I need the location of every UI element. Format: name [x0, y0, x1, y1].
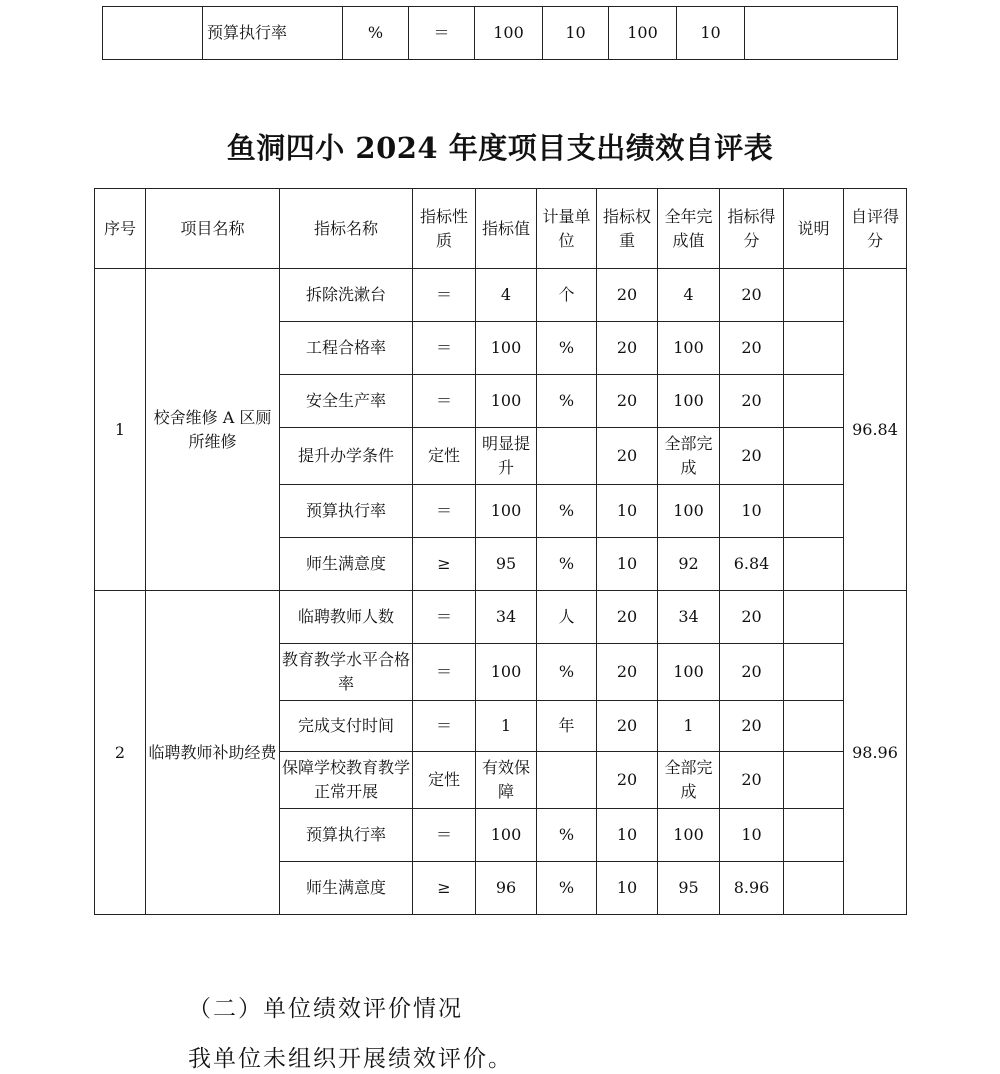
- cell-unit: %: [537, 809, 597, 862]
- cell-indicator: 工程合格率: [280, 322, 413, 375]
- header-index: 序号: [95, 189, 146, 269]
- header-actual: 全年完成值: [658, 189, 720, 269]
- cell-score: 10: [720, 809, 784, 862]
- cell-nature: ＝: [413, 485, 476, 538]
- cell-nature: ＝: [413, 591, 476, 644]
- cell-unit: 人: [537, 591, 597, 644]
- cell-note: [784, 485, 844, 538]
- cell-score: 20: [720, 591, 784, 644]
- cell-score: 10: [720, 485, 784, 538]
- table-row: [95, 269, 907, 322]
- cell-indicator: 预算执行率: [280, 809, 413, 862]
- section-heading: （二）单位绩效评价情况: [188, 996, 463, 1022]
- cell-indicator: 完成支付时间: [280, 701, 413, 752]
- cell-target: 100: [476, 322, 537, 375]
- cell-note: [745, 7, 898, 60]
- cell-note: [784, 644, 844, 701]
- cell-score: 20: [720, 644, 784, 701]
- cell-unit: 个: [537, 269, 597, 322]
- cell-nature: ＝: [413, 269, 476, 322]
- header-score: 指标得分: [720, 189, 784, 269]
- cell-indicator: 保障学校教育教学正常开展: [280, 752, 413, 809]
- cell-note: [784, 538, 844, 591]
- cell-note: [784, 269, 844, 322]
- cell-actual: 全部完成: [658, 752, 720, 809]
- cell-nature: ＝: [413, 375, 476, 428]
- cell-score: 8.96: [720, 862, 784, 915]
- body-paragraph: 我单位未组织开展绩效评价。: [188, 1046, 513, 1072]
- cell-unit: %: [537, 485, 597, 538]
- cell-actual: 100: [658, 485, 720, 538]
- cell-indicator: 教育教学水平合格率: [280, 644, 413, 701]
- cell-weight: 10: [597, 485, 658, 538]
- cell-actual: 1: [658, 701, 720, 752]
- cell-indicator: 预算执行率: [280, 485, 413, 538]
- cell-project-name: 临聘教师补助经费: [146, 591, 280, 915]
- cell-unit: %: [537, 644, 597, 701]
- cell-weight: 10: [597, 862, 658, 915]
- cell-nature: ＝: [413, 701, 476, 752]
- cell-note: [784, 862, 844, 915]
- cell-project-name: 校舍维修 A 区厕所维修: [146, 269, 280, 591]
- cell-target: 95: [476, 538, 537, 591]
- cell-note: [784, 701, 844, 752]
- cell-index: 2: [95, 591, 146, 915]
- cell-score: 6.84: [720, 538, 784, 591]
- header-note: 说明: [784, 189, 844, 269]
- cell-actual: 4: [658, 269, 720, 322]
- cell-target: 100: [475, 7, 543, 60]
- cell-unit: [537, 428, 597, 485]
- header-self-score: 自评得分: [844, 189, 907, 269]
- cell-target: 明显提升: [476, 428, 537, 485]
- cell-weight: 20: [597, 428, 658, 485]
- cell-self-score: 98.96: [844, 591, 907, 915]
- cell-score: 20: [720, 428, 784, 485]
- cell-index: [103, 7, 203, 60]
- cell-actual: 100: [658, 644, 720, 701]
- cell-unit: %: [537, 538, 597, 591]
- cell-note: [784, 752, 844, 809]
- cell-weight: 20: [597, 701, 658, 752]
- cell-self-score: 96.84: [844, 269, 907, 591]
- cell-nature: ＝: [409, 7, 475, 60]
- cell-unit: %: [537, 862, 597, 915]
- cell-weight: 10: [543, 7, 609, 60]
- cell-weight: 10: [597, 809, 658, 862]
- cell-weight: 10: [597, 538, 658, 591]
- table-row: [103, 7, 898, 60]
- cell-score: 20: [720, 701, 784, 752]
- cell-score: 10: [677, 7, 745, 60]
- cell-nature: ＝: [413, 809, 476, 862]
- cell-nature: ＝: [413, 644, 476, 701]
- cell-target: 34: [476, 591, 537, 644]
- header-indicator-nature: 指标性质: [413, 189, 476, 269]
- cell-target: 1: [476, 701, 537, 752]
- cell-weight: 20: [597, 322, 658, 375]
- cell-score: 20: [720, 375, 784, 428]
- cell-actual: 全部完成: [658, 428, 720, 485]
- cell-indicator: 师生满意度: [280, 538, 413, 591]
- cell-weight: 20: [597, 591, 658, 644]
- cell-actual: 100: [658, 809, 720, 862]
- cell-nature: 定性: [413, 428, 476, 485]
- cell-actual: 95: [658, 862, 720, 915]
- cell-actual: 100: [658, 375, 720, 428]
- cell-unit: %: [537, 322, 597, 375]
- cell-note: [784, 809, 844, 862]
- cell-target: 96: [476, 862, 537, 915]
- page-title: 鱼洞四小 2024 年度项目支出绩效自评表: [226, 131, 774, 165]
- cell-target: 100: [476, 809, 537, 862]
- cell-unit: 年: [537, 701, 597, 752]
- cell-target: 100: [476, 375, 537, 428]
- cell-target: 4: [476, 269, 537, 322]
- cell-target: 100: [476, 644, 537, 701]
- header-indicator-name: 指标名称: [280, 189, 413, 269]
- cell-index: 1: [95, 269, 146, 591]
- cell-actual: 100: [609, 7, 677, 60]
- cell-note: [784, 428, 844, 485]
- cell-score: 20: [720, 752, 784, 809]
- cell-indicator: 拆除洗漱台: [280, 269, 413, 322]
- cell-target: 有效保障: [476, 752, 537, 809]
- table-row: [95, 591, 907, 644]
- cell-weight: 20: [597, 752, 658, 809]
- cell-note: [784, 322, 844, 375]
- cell-weight: 20: [597, 644, 658, 701]
- header-row: [95, 189, 907, 269]
- cell-unit: [537, 752, 597, 809]
- cell-indicator: 提升办学条件: [280, 428, 413, 485]
- cell-note: [784, 591, 844, 644]
- cell-weight: 20: [597, 269, 658, 322]
- cell-target: 100: [476, 485, 537, 538]
- cell-actual: 34: [658, 591, 720, 644]
- cell-unit: %: [343, 7, 409, 60]
- cell-indicator: 预算执行率: [203, 7, 343, 60]
- cell-score: 20: [720, 269, 784, 322]
- header-target: 指标值: [476, 189, 537, 269]
- cell-nature: ≥: [413, 862, 476, 915]
- cell-indicator: 临聘教师人数: [280, 591, 413, 644]
- cell-indicator: 安全生产率: [280, 375, 413, 428]
- cell-score: 20: [720, 322, 784, 375]
- header-unit: 计量单位: [537, 189, 597, 269]
- cell-note: [784, 375, 844, 428]
- cell-nature: ≥: [413, 538, 476, 591]
- cell-actual: 92: [658, 538, 720, 591]
- cell-unit: %: [537, 375, 597, 428]
- header-project-name: 项目名称: [146, 189, 280, 269]
- cell-actual: 100: [658, 322, 720, 375]
- cell-weight: 20: [597, 375, 658, 428]
- cell-indicator: 师生满意度: [280, 862, 413, 915]
- previous-table-fragment: [102, 6, 898, 60]
- header-weight: 指标权重: [597, 189, 658, 269]
- cell-nature: ＝: [413, 322, 476, 375]
- cell-nature: 定性: [413, 752, 476, 809]
- performance-table: [94, 188, 907, 915]
